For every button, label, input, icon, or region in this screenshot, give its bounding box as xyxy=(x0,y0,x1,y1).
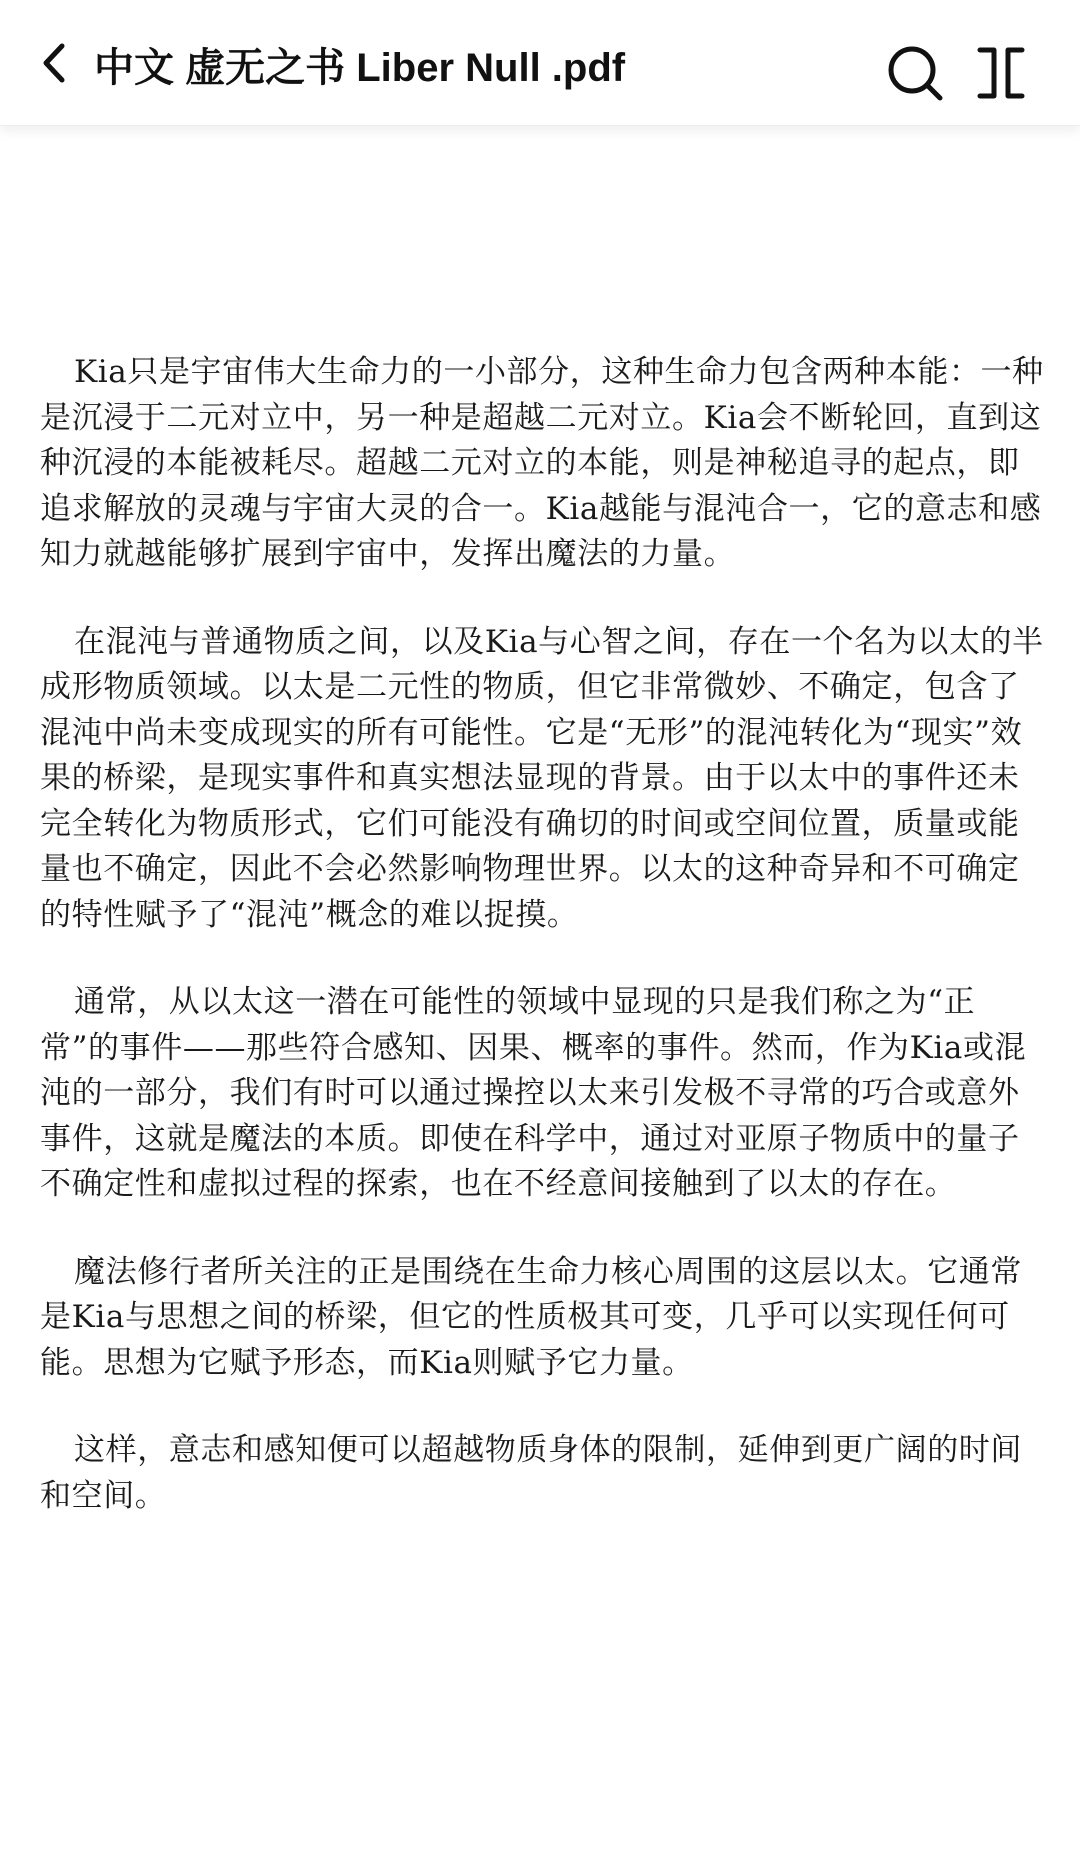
chevron-left-icon xyxy=(30,36,84,90)
paragraph: 通常，从以太这一潜在可能性的领域中显现的只是我们称之为“正常”的事件——那些符合感知、因果、概率的事件。然而，作为Kia或混沌的一部分，我们有时可以通过操控以太来引发极不寻常的巧合或意外事件，这就是魔法的本质。即使在科学中，通过对亚原子物质中的量子不确定性和虚拟过程的探索，也在不经意间接触到了以太的存在。 xyxy=(40,984,1027,1202)
document-title: 中文 虚无之书 Liber Null .pdf xyxy=(94,46,626,90)
bracket-button[interactable] xyxy=(972,40,1030,106)
paragraph: 魔法修行者所关注的正是围绕在生命力核心周围的这层以太。它通常是Kia与思想之间的桥梁，但它的性质极其可变，几乎可以实现任何可能。思想为它赋予形态，而Kia则赋予它力量。 xyxy=(40,1253,1022,1381)
paragraph: 这样，意志和感知便可以超越物质身体的限制，延伸到更广阔的时间和空间。 xyxy=(40,1432,1022,1514)
search-button[interactable] xyxy=(884,40,950,106)
back-button[interactable] xyxy=(30,36,84,90)
top-bar xyxy=(0,0,1080,126)
search-icon xyxy=(884,40,950,106)
paragraph: Kia只是宇宙伟大生命力的一小部分，这种生命力包含两种本能：一种是沉浸于二元对立中，另一种是超越二元对立。Kia会不断轮回，直到这种沉浸的本能被耗尽。超越二元对立的本能，则是神秘追寻的起点，即追求解放的灵魂与宇宙大灵的合一。Kia越能与混沌合一，它的意志和感知力就越能够扩展到宇宙中，发挥出魔法的力量。 xyxy=(40,354,1044,572)
bracket-icon xyxy=(972,40,1030,106)
document-page xyxy=(40,350,1050,1561)
paragraph: 在混沌与普通物质之间，以及Kia与心智之间，存在一个名为以太的半成形物质领域。以太是二元性的物质，但它非常微妙、不确定，包含了混沌中尚未变成现实的所有可能性。它是“无形”的混沌转化为“现实”效果的桥梁，是现实事件和真实想法显现的背景。由于以太中的事件还未完全转化为物质形式，它们可能没有确切的时间或空间位置，质量或能量也不确定，因此不会必然影响物理世界。以太的这种奇异和不可确定的特性赋予了“混沌”概念的难以捉摸。 xyxy=(40,623,1044,933)
